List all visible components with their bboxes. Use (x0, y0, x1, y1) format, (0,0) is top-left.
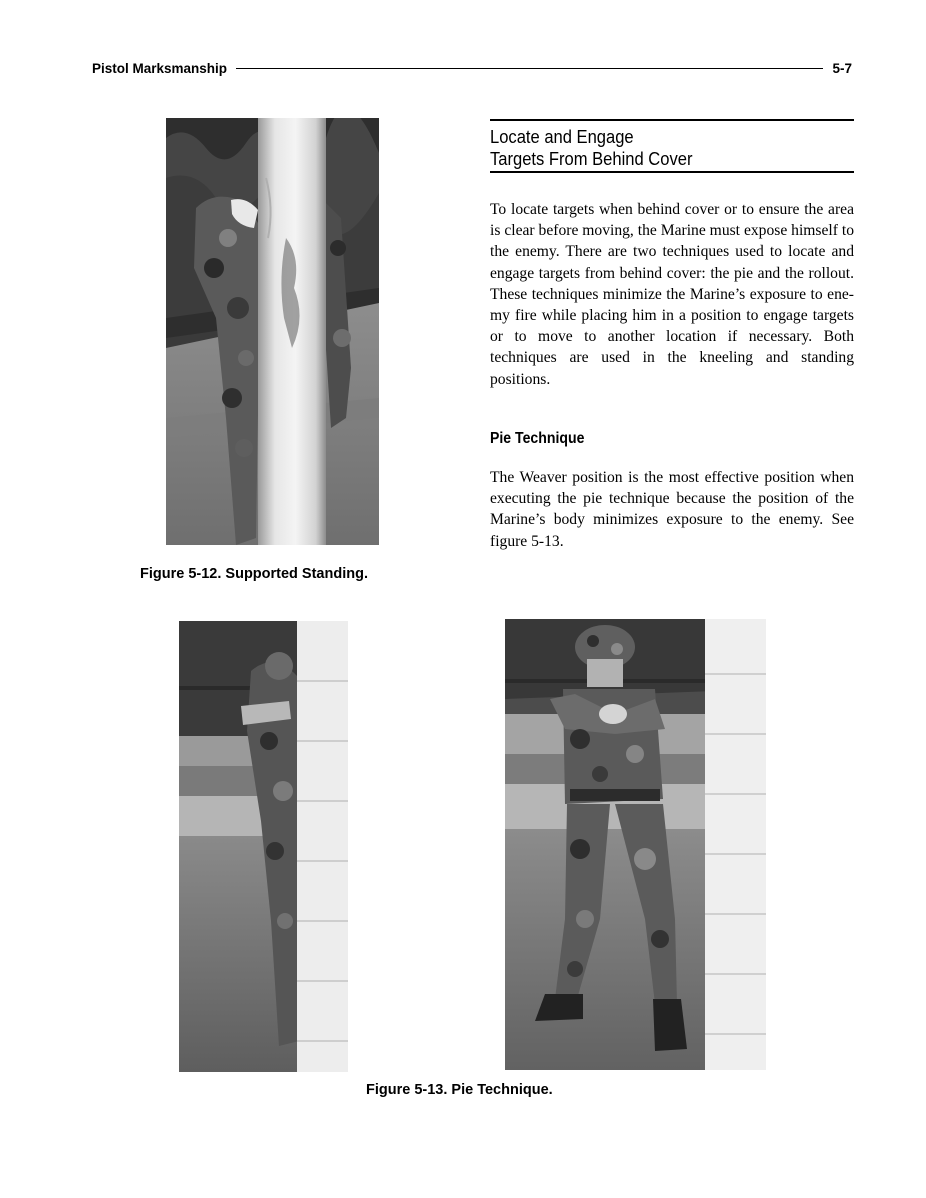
section-paragraph: To locate targets when behind cover or to ensure the area is clear before moving, the Marine must expose himself to the enemy. There are two techniques used to locate and engage targets from behind cover: the pie and the rollout. These techniques minimize the Marine’s exposure to enemy fire while placing him in a position to engage targets or to move to another location if necessary. Both techniques are used in the kneeling and standing positions. (490, 201, 854, 388)
running-header (92, 58, 852, 78)
subsection-paragraph: The Weaver position is the most effective position when executing the pie technique because the position of the Marine’s body minimizes exposure to the enemy. See figure 5-13. (490, 469, 854, 550)
page-number: 5-7 (832, 60, 852, 76)
figure-5-13-right-photo (505, 619, 766, 1070)
figure-5-13-caption: Figure 5-13. Pie Technique. (366, 1082, 553, 1098)
subsection-heading: Pie Technique (490, 430, 585, 447)
chapter-title: Pistol Marksmanship (92, 60, 228, 76)
header-rule (236, 68, 823, 69)
section-heading-line1: Locate and Engage (490, 127, 634, 147)
section-heading-line2: Targets From Behind Cover (490, 149, 693, 169)
figure-5-12-caption: Figure 5-12. Supported Standing. (140, 566, 368, 582)
figure-5-12-photo (166, 118, 379, 545)
section-heading (490, 119, 854, 173)
figure-5-13-left-photo (179, 621, 348, 1072)
